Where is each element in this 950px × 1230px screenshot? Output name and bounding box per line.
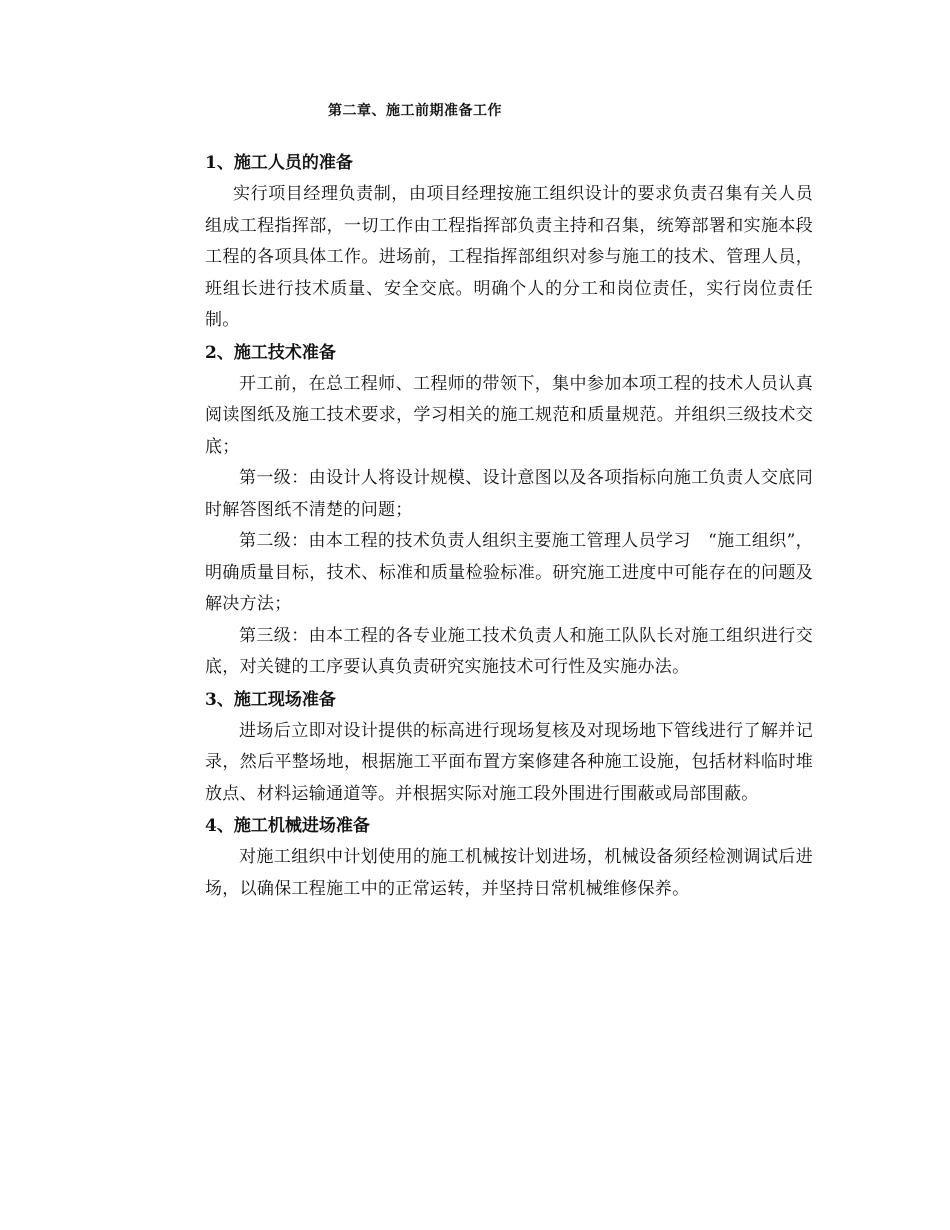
paragraph: 第三级：由本工程的各专业施工技术负责人和施工队队长对施工组织进行交底，对关键的工序要认真负责研究实施技术可行性及实施办法。 bbox=[205, 625, 813, 677]
section-heading: 2、施工技术准备 bbox=[205, 342, 336, 363]
paragraph: 第二级：由本工程的技术负责人组织主要施工管理人员学习 “施工组织”，明确质量目标，技术、标准和质量检验标准。研究施工进度中可能存在的问题及解决方法； bbox=[205, 531, 813, 614]
section-machinery bbox=[205, 811, 813, 905]
paragraph: 对施工组织中计划使用的施工机械按计划进场，机械设备须经检测调试后进场，以确保工程施工中的正常运转，并坚持日常机械维修保养。 bbox=[205, 847, 813, 899]
document-body bbox=[205, 148, 813, 905]
chapter-title: 第二章、施工前期准备工作 bbox=[328, 103, 502, 119]
paragraph: 第一级：由设计人将设计规模、设计意图以及各项指标向施工负责人交底同时解答图纸不清楚的问题； bbox=[205, 468, 813, 520]
paragraph: 实行项目经理负责制，由项目经理按施工组织设计的要求负责召集有关人员组成工程指挥部，一切工作由工程指挥部负责主持和召集，统筹部署和实施本段工程的各项具体工作。进场前，工程指挥部组织对参与施工的技术、管理人员，班组长进行技术质量、安全交底。明确个人的分工和岗位责任，实行岗位责任制。 bbox=[205, 184, 813, 330]
section-personnel bbox=[205, 148, 813, 337]
section-heading: 3、施工现场准备 bbox=[205, 689, 336, 710]
section-heading: 4、施工机械进场准备 bbox=[205, 816, 370, 836]
paragraph: 进场后立即对设计提供的标高进行现场复核及对现场地下管线进行了解并记录，然后平整场地，根据施工平面布置方案修建各种施工设施，包括材料临时堆放点、材料运输通道等。并根据实际对施工段外围进行围蔽或局部围蔽。 bbox=[205, 720, 813, 804]
section-heading: 1、施工人员的准备 bbox=[205, 153, 353, 173]
section-technical bbox=[205, 338, 813, 684]
paragraph: 开工前，在总工程师、工程师的带领下，集中参加本项工程的技术人员认真阅读图纸及施工技术要求，学习相关的施工规范和质量规范。并组织三级技术交底； bbox=[205, 373, 813, 457]
section-site bbox=[205, 685, 813, 811]
